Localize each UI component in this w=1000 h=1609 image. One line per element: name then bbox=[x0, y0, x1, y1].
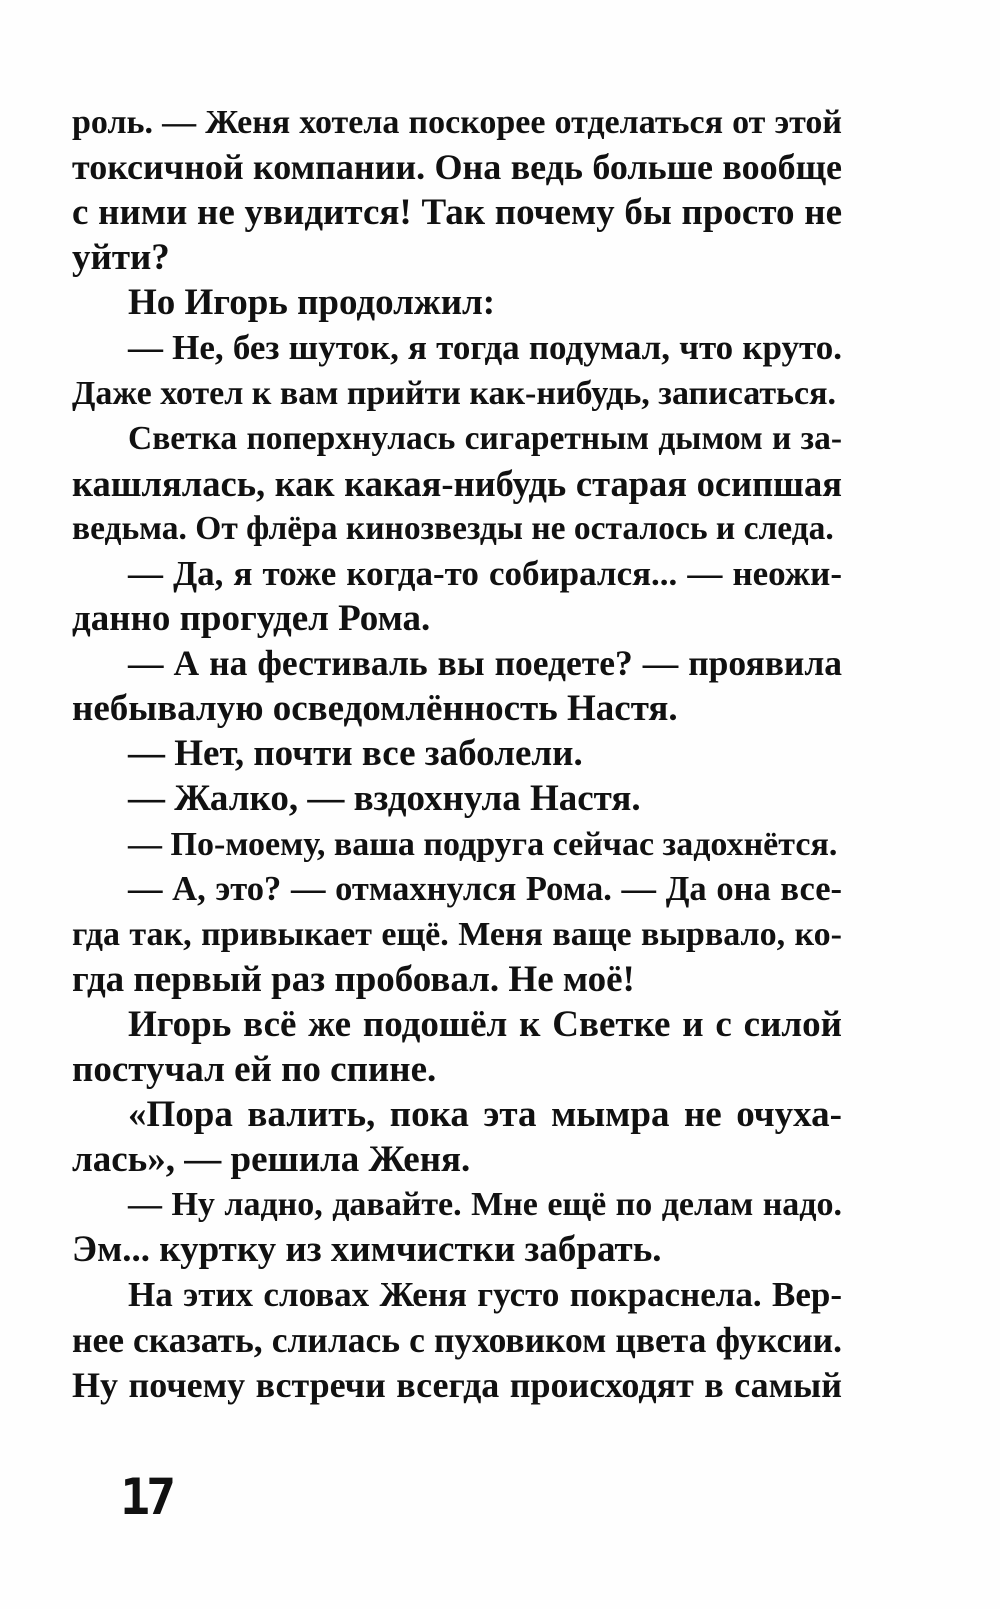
text-line: Светка поперхнулась сигаретным дымом и за- bbox=[128, 419, 842, 457]
text-line: — Да, я тоже когда-то собирался... — неожи- bbox=[128, 553, 842, 593]
text-line: кашлялась, как какая-нибудь старая осипшая bbox=[72, 462, 842, 504]
text-line: — Жалко, — вздохнула Настя. bbox=[128, 778, 641, 820]
text-line: Игорь всё же подошёл к Светке и с силой bbox=[128, 1003, 842, 1045]
text-line: — А, это? — отмахнулся Рома. — Да она все- bbox=[128, 869, 842, 908]
text-line: «Пора валить, пока эта мымра не очуха- bbox=[128, 1094, 842, 1136]
text-line: — Нет, почти все заболели. bbox=[128, 733, 583, 775]
body-text bbox=[72, 100, 842, 1408]
text-line: роль. — Женя хотела поскорее отделаться от этой bbox=[72, 104, 842, 141]
text-line: токсичной компании. Она ведь больше вообще bbox=[72, 147, 842, 188]
text-line: с ними не увидится! Так почему бы просто не bbox=[72, 192, 842, 234]
text-line: нее сказать, слилась с пуховиком цвета фуксии. bbox=[72, 1319, 842, 1360]
text-line: данно прогудел Рома. bbox=[72, 598, 431, 640]
text-line: гда первый раз пробовал. Не моё! bbox=[72, 958, 635, 1000]
text-line: Даже хотел к вам прийти как-нибудь, записаться. bbox=[72, 374, 836, 412]
text-line: лась», — решила Женя. bbox=[72, 1139, 471, 1181]
text-line: — Ну ладно, давайте. Мне ещё по делам надо. bbox=[128, 1186, 842, 1224]
text-line: уйти? bbox=[72, 237, 170, 279]
text-line: постучал ей по спине. bbox=[72, 1048, 437, 1090]
text-line: — По-моему, ваша подруга сейчас задохнётся. bbox=[128, 825, 838, 863]
text-line: — А на фестиваль вы поедете? — проявила bbox=[128, 643, 842, 684]
text-line: небывалую осведомлённость Настя. bbox=[72, 688, 678, 730]
text-line: ведьма. От флёра кинозвезды не осталось и следа. bbox=[72, 509, 834, 547]
text-line: Эм... куртку из химчистки забрать. bbox=[72, 1229, 662, 1271]
text-line: Но Игорь продолжил: bbox=[128, 282, 496, 324]
text-line: На этих словах Женя густо покраснела. Вер- bbox=[128, 1275, 842, 1315]
text-line: — Не, без шуток, я тогда подумал, что круто. bbox=[128, 328, 842, 368]
page-number: 17 bbox=[120, 1468, 173, 1526]
text-line: гда так, привыкает ещё. Меня ваще вырвало, ко- bbox=[72, 915, 842, 953]
text-line: Ну почему встречи всегда происходят в самый bbox=[72, 1364, 842, 1405]
